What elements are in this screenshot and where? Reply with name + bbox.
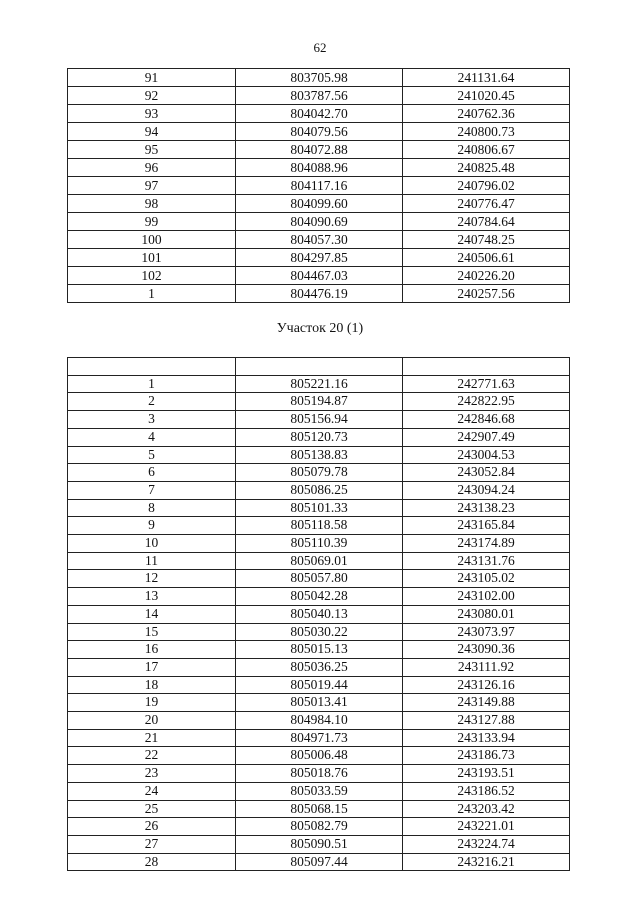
y-coordinate-cell: 243052.84	[403, 464, 570, 482]
point-number-cell: 21	[68, 729, 236, 747]
table-row	[68, 605, 570, 623]
y-coordinate-cell: 243149.88	[403, 694, 570, 712]
table-row	[68, 853, 570, 871]
x-coordinate-cell: 805019.44	[236, 676, 403, 694]
x-coordinate-cell: 805015.13	[236, 641, 403, 659]
table-row	[68, 800, 570, 818]
x-coordinate-cell: 805086.25	[236, 481, 403, 499]
y-coordinate-cell: 243105.02	[403, 570, 570, 588]
x-coordinate-cell: 805033.59	[236, 782, 403, 800]
point-number-cell: 18	[68, 676, 236, 694]
x-coordinate-cell: 804099.60	[236, 195, 403, 213]
y-coordinate-cell: 243111.92	[403, 658, 570, 676]
point-number-cell: 101	[68, 249, 236, 267]
table-row	[68, 623, 570, 641]
point-number-cell: 11	[68, 552, 236, 570]
x-coordinate-cell: 805018.76	[236, 765, 403, 783]
y-coordinate-cell: 243138.23	[403, 499, 570, 517]
x-coordinate-cell: 805110.39	[236, 535, 403, 553]
x-coordinate-cell: 804476.19	[236, 285, 403, 303]
point-number-cell: 1	[68, 375, 236, 393]
header-cell	[236, 358, 403, 376]
y-coordinate-cell: 240762.36	[403, 105, 570, 123]
point-number-cell: 97	[68, 177, 236, 195]
y-coordinate-cell: 242822.95	[403, 393, 570, 411]
table-row	[68, 517, 570, 535]
table-row	[68, 712, 570, 730]
point-number-cell: 7	[68, 481, 236, 499]
table-row	[68, 123, 570, 141]
table-row	[68, 535, 570, 553]
y-coordinate-cell: 243174.89	[403, 535, 570, 553]
x-coordinate-cell: 805082.79	[236, 818, 403, 836]
point-number-cell: 96	[68, 159, 236, 177]
y-coordinate-cell: 241020.45	[403, 87, 570, 105]
x-coordinate-cell: 805090.51	[236, 835, 403, 853]
table-row	[68, 249, 570, 267]
point-number-cell: 20	[68, 712, 236, 730]
x-coordinate-cell: 805118.58	[236, 517, 403, 535]
x-coordinate-cell: 805042.28	[236, 588, 403, 606]
y-coordinate-cell: 243102.00	[403, 588, 570, 606]
point-number-cell: 99	[68, 213, 236, 231]
point-number-cell: 26	[68, 818, 236, 836]
point-number-cell: 2	[68, 393, 236, 411]
point-number-cell: 5	[68, 446, 236, 464]
table-row	[68, 141, 570, 159]
y-coordinate-cell: 242846.68	[403, 411, 570, 429]
table-row	[68, 570, 570, 588]
point-number-cell: 1	[68, 285, 236, 303]
coordinates-table-bottom	[67, 357, 570, 871]
point-number-cell: 27	[68, 835, 236, 853]
point-number-cell: 25	[68, 800, 236, 818]
x-coordinate-cell: 805030.22	[236, 623, 403, 641]
y-coordinate-cell: 243165.84	[403, 517, 570, 535]
table-row	[68, 213, 570, 231]
point-number-cell: 94	[68, 123, 236, 141]
x-coordinate-cell: 805097.44	[236, 853, 403, 871]
section-title: Участок 20 (1)	[276, 321, 364, 336]
y-coordinate-cell: 240784.64	[403, 213, 570, 231]
table-row	[68, 446, 570, 464]
x-coordinate-cell: 804079.56	[236, 123, 403, 141]
point-number-cell: 95	[68, 141, 236, 159]
x-coordinate-cell: 804057.30	[236, 231, 403, 249]
table-row	[68, 195, 570, 213]
y-coordinate-cell: 241131.64	[403, 69, 570, 87]
point-number-cell: 10	[68, 535, 236, 553]
y-coordinate-cell: 243193.51	[403, 765, 570, 783]
point-number-cell: 8	[68, 499, 236, 517]
x-coordinate-cell: 805057.80	[236, 570, 403, 588]
x-coordinate-cell: 805221.16	[236, 375, 403, 393]
x-coordinate-cell: 805068.15	[236, 800, 403, 818]
table-row	[68, 177, 570, 195]
y-coordinate-cell: 243133.94	[403, 729, 570, 747]
x-coordinate-cell: 805194.87	[236, 393, 403, 411]
y-coordinate-cell: 240748.25	[403, 231, 570, 249]
x-coordinate-cell: 803705.98	[236, 69, 403, 87]
point-number-cell: 23	[68, 765, 236, 783]
x-coordinate-cell: 804042.70	[236, 105, 403, 123]
table-row	[68, 481, 570, 499]
point-number-cell: 6	[68, 464, 236, 482]
page-number: 62	[313, 40, 327, 55]
x-coordinate-cell: 804072.88	[236, 141, 403, 159]
table-row	[68, 835, 570, 853]
y-coordinate-cell: 240506.61	[403, 249, 570, 267]
point-number-cell: 102	[68, 267, 236, 285]
x-coordinate-cell: 805079.78	[236, 464, 403, 482]
table-row	[68, 393, 570, 411]
x-coordinate-cell: 804984.10	[236, 712, 403, 730]
x-coordinate-cell: 804467.03	[236, 267, 403, 285]
table-row	[68, 69, 570, 87]
point-number-cell: 91	[68, 69, 236, 87]
coordinates-table-top	[67, 68, 570, 303]
y-coordinate-cell: 243186.73	[403, 747, 570, 765]
point-number-cell: 17	[68, 658, 236, 676]
x-coordinate-cell: 804088.96	[236, 159, 403, 177]
point-number-cell: 12	[68, 570, 236, 588]
y-coordinate-cell: 243216.21	[403, 853, 570, 871]
y-coordinate-cell: 243080.01	[403, 605, 570, 623]
y-coordinate-cell: 243073.97	[403, 623, 570, 641]
y-coordinate-cell: 242907.49	[403, 428, 570, 446]
y-coordinate-cell: 240226.20	[403, 267, 570, 285]
x-coordinate-cell: 803787.56	[236, 87, 403, 105]
table-row	[68, 159, 570, 177]
point-number-cell: 19	[68, 694, 236, 712]
table-row	[68, 676, 570, 694]
y-coordinate-cell: 243186.52	[403, 782, 570, 800]
point-number-cell: 9	[68, 517, 236, 535]
table-row	[68, 552, 570, 570]
table-row	[68, 428, 570, 446]
y-coordinate-cell: 242771.63	[403, 375, 570, 393]
point-number-cell: 22	[68, 747, 236, 765]
y-coordinate-cell: 240806.67	[403, 141, 570, 159]
x-coordinate-cell: 804090.69	[236, 213, 403, 231]
table-row	[68, 464, 570, 482]
header-cell	[403, 358, 570, 376]
point-number-cell: 3	[68, 411, 236, 429]
table-row	[68, 588, 570, 606]
point-number-cell: 16	[68, 641, 236, 659]
y-coordinate-cell: 243224.74	[403, 835, 570, 853]
table-row	[68, 658, 570, 676]
point-number-cell: 13	[68, 588, 236, 606]
x-coordinate-cell: 805120.73	[236, 428, 403, 446]
y-coordinate-cell: 240800.73	[403, 123, 570, 141]
point-number-cell: 28	[68, 853, 236, 871]
x-coordinate-cell: 804117.16	[236, 177, 403, 195]
point-number-cell: 100	[68, 231, 236, 249]
x-coordinate-cell: 805069.01	[236, 552, 403, 570]
table-row	[68, 694, 570, 712]
x-coordinate-cell: 804297.85	[236, 249, 403, 267]
x-coordinate-cell: 805013.41	[236, 694, 403, 712]
x-coordinate-cell: 805101.33	[236, 499, 403, 517]
x-coordinate-cell: 805040.13	[236, 605, 403, 623]
y-coordinate-cell: 243090.36	[403, 641, 570, 659]
table-row	[68, 729, 570, 747]
y-coordinate-cell: 243094.24	[403, 481, 570, 499]
header-cell	[68, 358, 236, 376]
y-coordinate-cell: 243127.88	[403, 712, 570, 730]
x-coordinate-cell: 805006.48	[236, 747, 403, 765]
x-coordinate-cell: 805156.94	[236, 411, 403, 429]
y-coordinate-cell: 240796.02	[403, 177, 570, 195]
y-coordinate-cell: 243131.76	[403, 552, 570, 570]
table-row	[68, 782, 570, 800]
point-number-cell: 93	[68, 105, 236, 123]
point-number-cell: 24	[68, 782, 236, 800]
table-row	[68, 818, 570, 836]
point-number-cell: 15	[68, 623, 236, 641]
table-row	[68, 285, 570, 303]
point-number-cell: 4	[68, 428, 236, 446]
table-row	[68, 375, 570, 393]
table-row	[68, 87, 570, 105]
y-coordinate-cell: 243126.16	[403, 676, 570, 694]
x-coordinate-cell: 805036.25	[236, 658, 403, 676]
y-coordinate-cell: 240825.48	[403, 159, 570, 177]
table-row	[68, 105, 570, 123]
table-row	[68, 499, 570, 517]
y-coordinate-cell: 243004.53	[403, 446, 570, 464]
y-coordinate-cell: 240257.56	[403, 285, 570, 303]
x-coordinate-cell: 805138.83	[236, 446, 403, 464]
table-row	[68, 267, 570, 285]
y-coordinate-cell: 243203.42	[403, 800, 570, 818]
point-number-cell: 92	[68, 87, 236, 105]
y-coordinate-cell: 243221.01	[403, 818, 570, 836]
table-row	[68, 411, 570, 429]
y-coordinate-cell: 240776.47	[403, 195, 570, 213]
table-header-row	[68, 358, 570, 376]
table-row	[68, 231, 570, 249]
point-number-cell: 14	[68, 605, 236, 623]
table-row	[68, 641, 570, 659]
table-row	[68, 765, 570, 783]
point-number-cell: 98	[68, 195, 236, 213]
table-row	[68, 747, 570, 765]
x-coordinate-cell: 804971.73	[236, 729, 403, 747]
